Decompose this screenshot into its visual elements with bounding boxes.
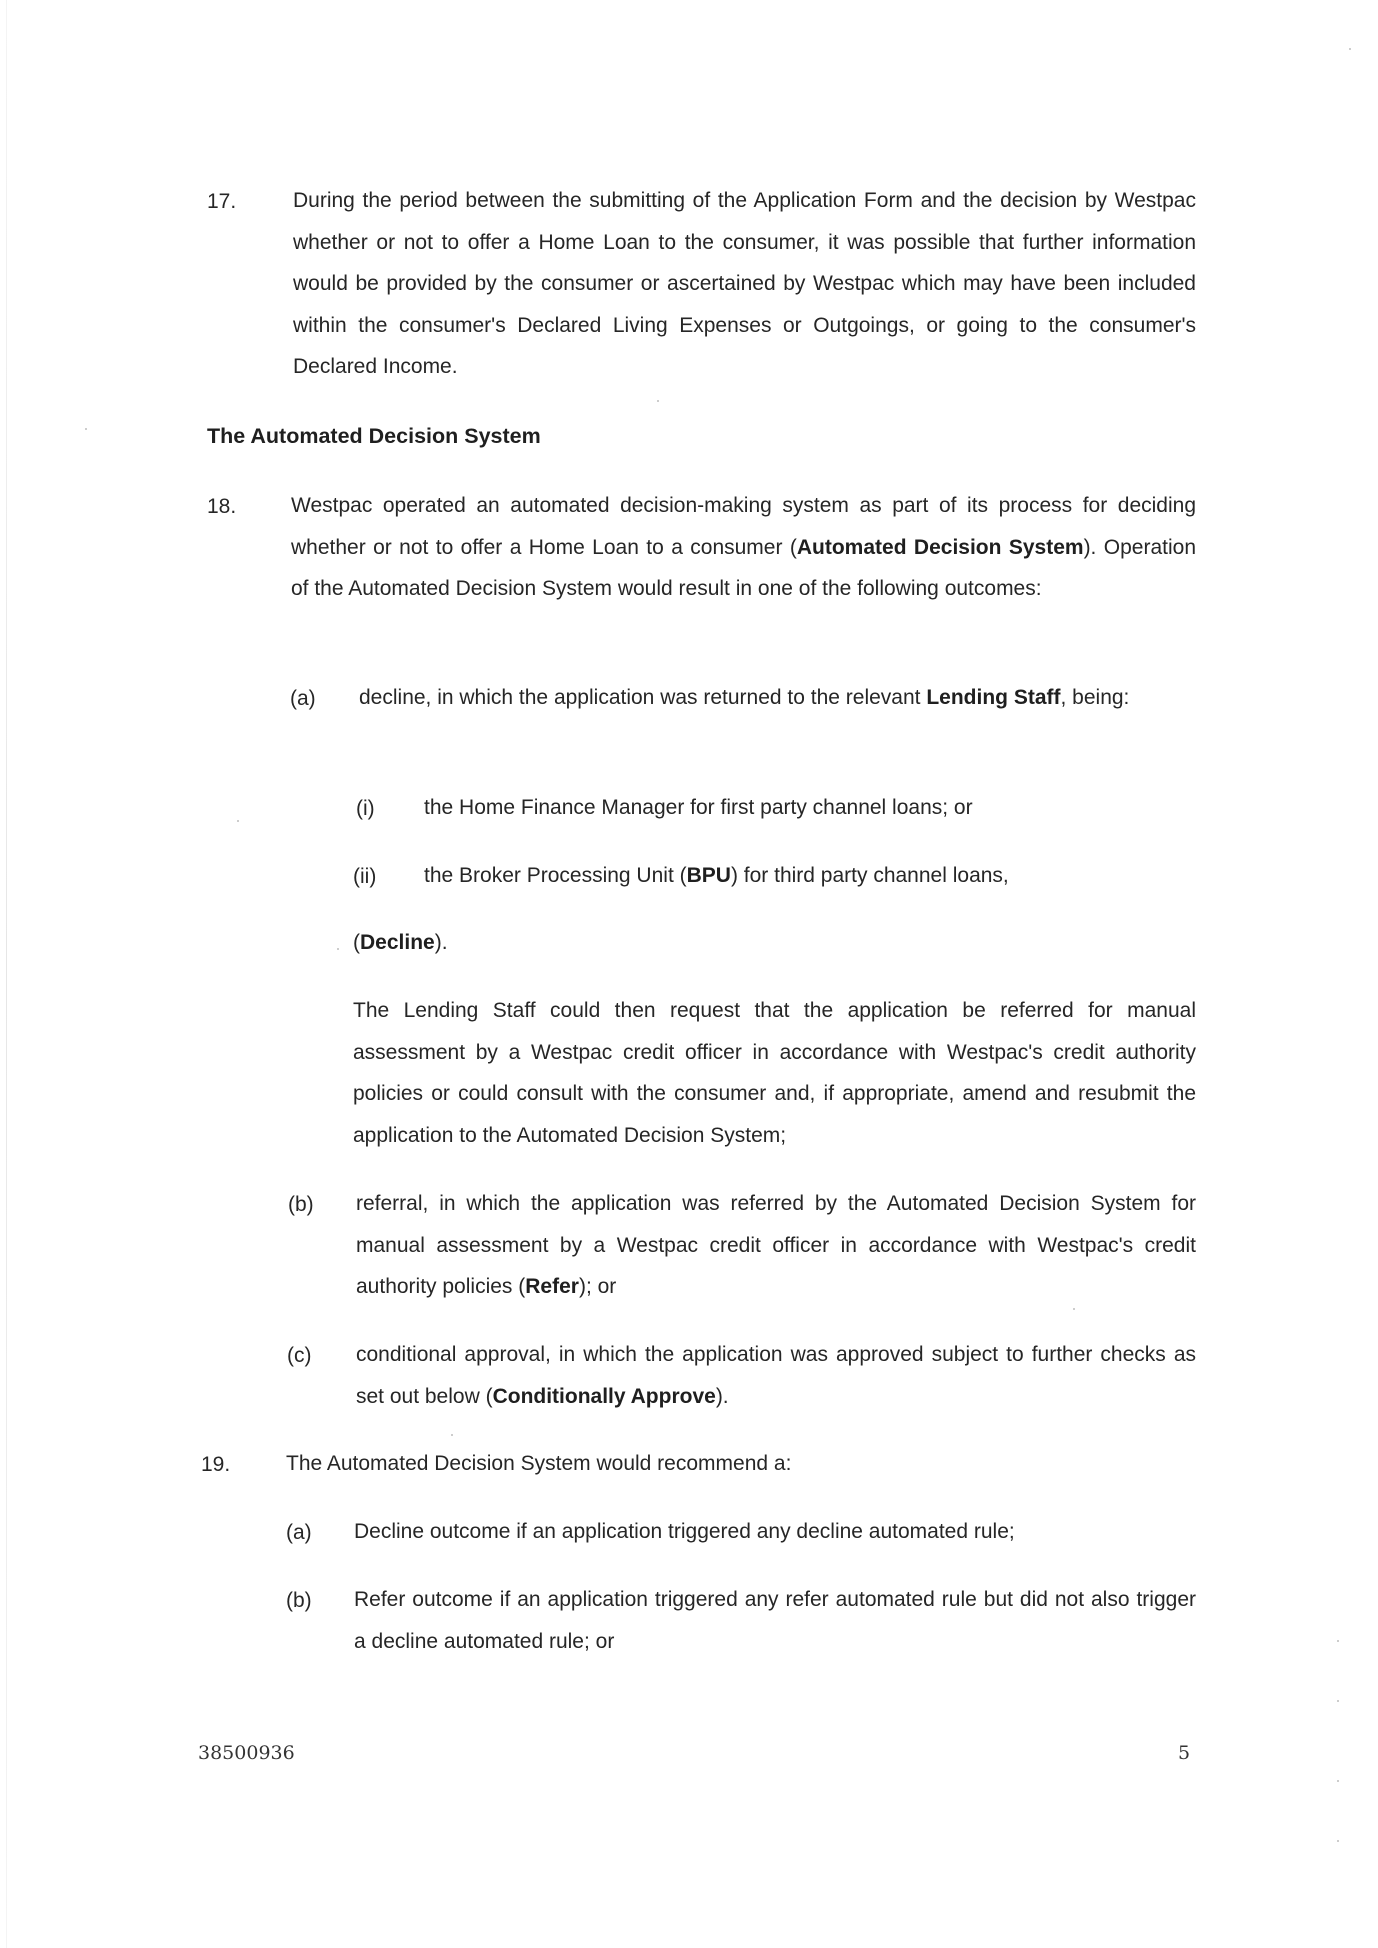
item-18a-ii-text: [424, 855, 1196, 897]
item-18a-text: [359, 677, 1196, 719]
item-18c-text-part: ).: [715, 1384, 729, 1408]
defined-term-refer: Refer: [525, 1275, 579, 1298]
scan-speck: [337, 948, 339, 950]
paragraph-17-text: During the period between the submitting of the Application Form and the decision by Westpac whether or not to offer a Home Loan to the consumer, it was possible that further information would be provided by the consumer or ascertained by Westpac which may have been included within the consumer's Declared Living Expenses or Outgoings, or going to the consumer's Declared Income.: [293, 189, 1196, 378]
defined-term-lending-staff: Lending Staff: [926, 686, 1061, 709]
paragraph-18-text: [291, 485, 1196, 610]
item-18a-i-text: the Home Finance Manager for first party channel loans; or: [424, 796, 973, 819]
scan-speck: [657, 400, 659, 402]
item-19b-text: Refer outcome if an application triggered any refer automated rule but did not also trigger a decline automated rule; or: [354, 1588, 1196, 1653]
defined-term-decline: Decline: [360, 931, 435, 954]
scan-speck: [1337, 1640, 1339, 1642]
decline-close: ).: [434, 931, 448, 954]
paragraph-18-text-part: Westpac operated an automated decision-making system as part of its process for deciding whether or not to offer a Home Loan to a consumer (: [291, 494, 1196, 559]
defined-term-bpu: BPU: [686, 864, 731, 887]
scan-speck: [1337, 1840, 1339, 1842]
item-18a-label: (a): [290, 687, 316, 710]
document-id: 38500936: [198, 1742, 295, 1764]
defined-term-automated-decision-system: Automated Decision System: [796, 535, 1084, 559]
scan-speck: [1337, 1780, 1339, 1782]
item-18b-text-part: referral, in which the application was referred by the Automated Decision System for manual assessment by a Westpac credit officer in accordance with Westpac's credit authority policies (: [356, 1192, 1196, 1298]
item-18a-i-label: (i): [356, 797, 375, 820]
scan-speck: [237, 820, 239, 822]
item-18c-label: (c): [287, 1344, 312, 1367]
paragraph-19-number: 19.: [201, 1453, 231, 1476]
paragraph-19-text: The Automated Decision System would recommend a:: [286, 1452, 792, 1475]
defined-term-conditionally-approve: Conditionally Approve: [492, 1384, 716, 1408]
scan-speck: [85, 428, 87, 430]
item-19a-label: (a): [286, 1521, 312, 1544]
scan-edge-line: [6, 0, 7, 1948]
paragraph-17-number: 17.: [207, 190, 237, 213]
scan-speck: [451, 1434, 453, 1436]
decline-open: (: [353, 931, 360, 954]
item-18a-followup-text: The Lending Staff could then request that the application be referred for manual assessment by a Westpac credit officer in accordance with Westpac's credit authority policies or could consult with the consumer and, if appropriate, amend and resubmit the application to the Automated Decision System;: [353, 999, 1196, 1147]
section-heading: The Automated Decision System: [207, 424, 541, 448]
item-18a-ii-text-part: the Broker Processing Unit (: [424, 864, 687, 887]
scan-speck: [1349, 48, 1351, 50]
item-18a-ii-label: (ii): [353, 865, 377, 888]
page-number: 5: [1178, 1742, 1191, 1764]
decline-definition: [353, 922, 753, 964]
item-18a-text-part: decline, in which the application was returned to the relevant: [359, 686, 927, 709]
item-19b-label: (b): [286, 1589, 312, 1612]
paragraph-18-text-part: ). Operation of the Automated Decision System would result in one of the following outcomes:: [291, 535, 1197, 600]
item-18a-text-part: , being:: [1060, 686, 1130, 709]
item-18a-ii-text-part: ) for third party channel loans,: [730, 864, 1009, 887]
item-18c-text-part: conditional approval, in which the application was approved subject to further checks as set out below (: [356, 1343, 1196, 1408]
item-19a-text: Decline outcome if an application triggered any decline automated rule;: [354, 1520, 1015, 1543]
item-18b-label: (b): [288, 1193, 314, 1216]
item-18b-text: [356, 1183, 1196, 1308]
item-18c-text: [356, 1334, 1196, 1417]
scan-speck: [1073, 1308, 1075, 1310]
scan-speck: [1337, 1700, 1339, 1702]
item-18b-text-part: ); or: [578, 1275, 617, 1298]
paragraph-18-number: 18.: [207, 495, 237, 518]
